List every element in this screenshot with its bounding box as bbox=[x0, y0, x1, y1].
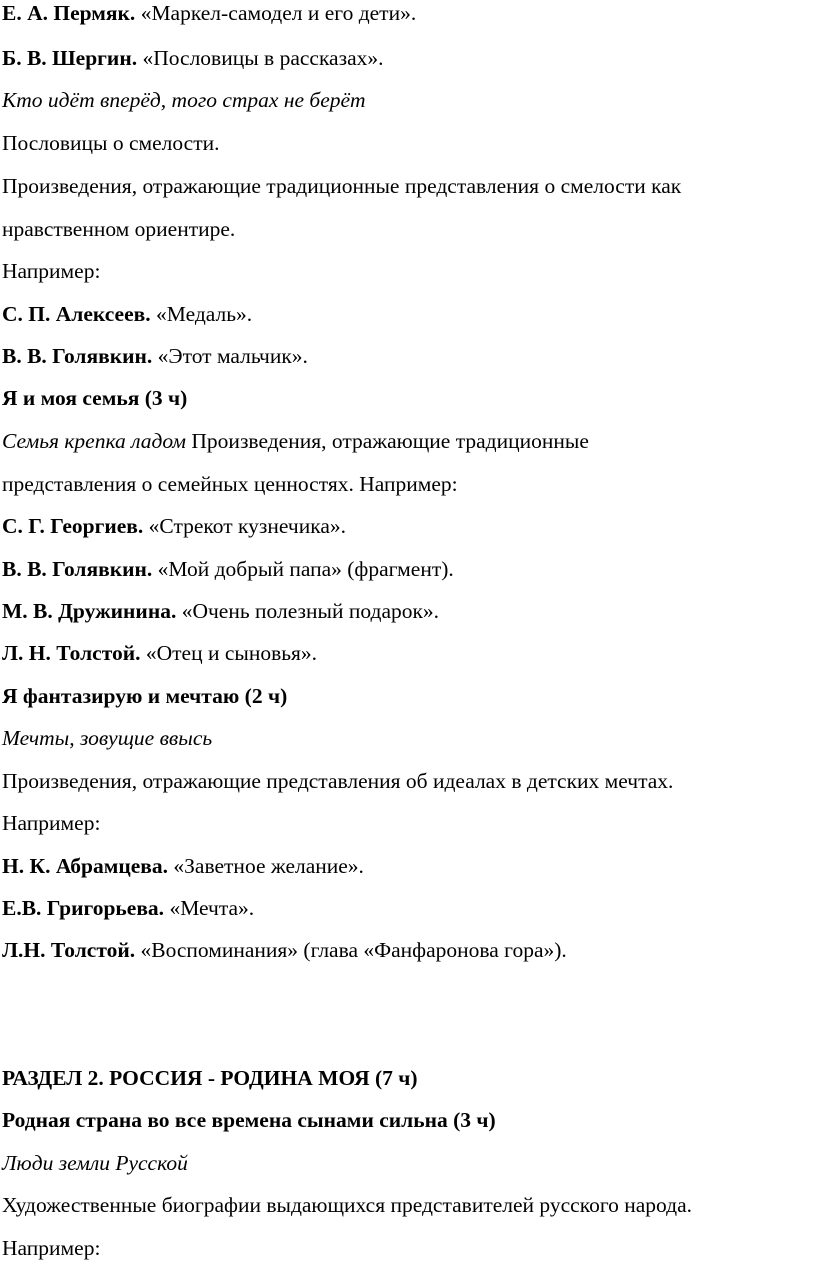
author-name: Л. Н. Толстой. bbox=[2, 641, 141, 665]
work-title: «Заветное желание». bbox=[168, 854, 364, 878]
author-name: С. Г. Георгиев. bbox=[2, 514, 144, 538]
work-title: «Очень полезный подарок». bbox=[176, 599, 440, 623]
work-title: «Мечта». bbox=[164, 896, 255, 920]
text-line: Произведения, отражающие представления об идеалах в детских мечтах. bbox=[2, 769, 674, 793]
text-line: Например: bbox=[2, 811, 101, 835]
author-name: М. В. Дружинина. bbox=[2, 599, 177, 623]
text-fragment: Произведения, отражающие традиционные bbox=[186, 429, 589, 453]
author-name: В. В. Голявкин. bbox=[2, 557, 153, 581]
reading-entry bbox=[2, 940, 567, 962]
topic-title: Кто идёт вперёд, того страх не берёт bbox=[2, 88, 366, 112]
author-name: Н. К. Абрамцева. bbox=[2, 854, 169, 878]
work-title: «Отец и сыновья». bbox=[140, 641, 318, 665]
work-title: «Мой добрый папа» (фрагмент). bbox=[152, 557, 454, 581]
author-name: Б. В. Шергин. bbox=[2, 46, 138, 70]
work-title: «Воспоминания» (глава «Фанфаронова гора»). bbox=[135, 938, 567, 962]
text-line bbox=[2, 431, 589, 453]
reading-entry bbox=[2, 898, 254, 920]
section-heading: Я фантазирую и мечтаю (2 ч) bbox=[2, 684, 288, 708]
reading-entry bbox=[2, 559, 454, 581]
section-heading: РАЗДЕЛ 2. РОССИЯ - РОДИНА МОЯ (7 ч) bbox=[2, 1066, 418, 1090]
author-name: Л.Н. Толстой. bbox=[2, 938, 136, 962]
text-line: представления о семейных ценностях. Например: bbox=[2, 472, 458, 496]
reading-entry bbox=[2, 3, 416, 25]
work-title: «Медаль». bbox=[150, 302, 253, 326]
reading-entry bbox=[2, 516, 346, 538]
text-line: Произведения, отражающие традиционные представления о смелости как bbox=[2, 174, 682, 198]
author-name: В. В. Голявкин. bbox=[2, 344, 153, 368]
work-title: «Этот мальчик». bbox=[152, 344, 308, 368]
author-name: Е.В. Григорьева. bbox=[2, 896, 165, 920]
topic-title: Семья крепка ладом bbox=[2, 429, 187, 453]
author-name: Е. А. Пермяк. bbox=[2, 1, 136, 25]
author-name: С. П. Алексеев. bbox=[2, 302, 151, 326]
section-heading: Я и моя семья (3 ч) bbox=[2, 386, 188, 410]
text-line: нравственном ориентире. bbox=[2, 217, 236, 241]
text-line: Пословицы о смелости. bbox=[2, 131, 220, 155]
reading-entry bbox=[2, 856, 364, 878]
reading-entry bbox=[2, 643, 317, 665]
text-line: Художественные биографии выдающихся представителей русского народа. bbox=[2, 1193, 693, 1217]
work-title: «Пословицы в рассказах». bbox=[137, 46, 384, 70]
text-line: Например: bbox=[2, 1236, 101, 1260]
work-title: «Стрекот кузнечика». bbox=[143, 514, 346, 538]
reading-entry bbox=[2, 346, 308, 368]
reading-entry bbox=[2, 601, 439, 623]
text-line: Например: bbox=[2, 259, 101, 283]
topic-title: Мечты, зовущие ввысь bbox=[2, 726, 213, 750]
work-title: «Маркел-самодел и его дети». bbox=[135, 1, 417, 25]
topic-title: Люди земли Русской bbox=[2, 1151, 188, 1175]
reading-entry bbox=[2, 48, 384, 70]
section-heading: Родная страна во все времена сынами сильна (3 ч) bbox=[2, 1108, 496, 1132]
reading-entry bbox=[2, 304, 252, 326]
